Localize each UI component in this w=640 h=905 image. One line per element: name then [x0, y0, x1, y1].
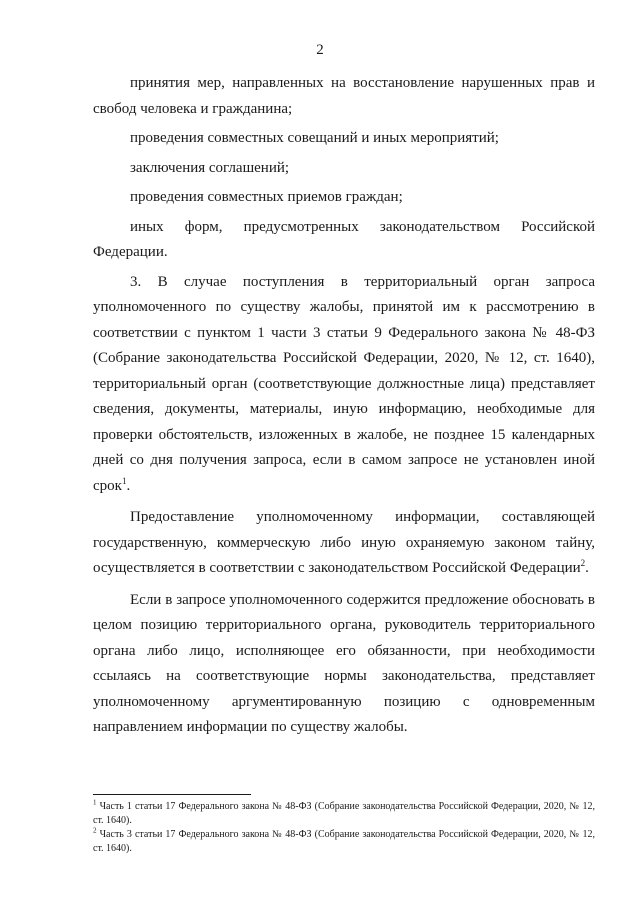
- paragraph-item-3-text: 3. В случае поступления в территориальный орган запроса уполномоченного по существу жалобы, принятой им к рассмотрению в соответствии с пунктом 1 части 3 статьи 9 Федерального закона № 48-ФЗ (Собрание законодательства Российской Федерации, 2020, № 12, ст. 1640), территориальный орган (соответствующие должностные лица) представляет сведения, документы, материалы, иную информацию, необходимые для проверки обстоятельств, изложенных в жалобе, не позднее 15 календарных дней со дня получения запроса, если в самом запросе не установлен иной срок: [93, 273, 595, 494]
- paragraph-restore-rights: принятия мер, направленных на восстановление нарушенных прав и свобод человека и гражданина;: [93, 75, 595, 117]
- paragraph-secret-info: Предоставление уполномоченному информации, составляющей государственную, коммерческую либо иную охраняемую законом тайну, осуществляется в соответствии с законодательством Российской Федерации$^2$.: [93, 509, 595, 576]
- paragraph-item-3: 3. В случае поступления в территориальный орган запроса уполномоченного по существу жалобы, принятой им к рассмотрению в соответствии с пунктом 1 части 3 статьи 9 Федерального закона № 48-ФЗ (Собрание законодательства Российской Федерации, 2020, № 12, ст. 1640), территориальный орган (соответствующие должностные лица) представляет сведения, документы, материалы, иную информацию, необходимые для проверки обстоятельств, изложенных в жалобе, не позднее 15 календарных дней со дня получения запроса, если в самом запросе не установлен иной срок$^1$.: [93, 273, 595, 494]
- footnote-2-text: Часть 3 статьи 17 Федерального закона № 48-ФЗ (Собрание законодательства Российской Федерации, 2020, № 12, ст. 1640).: [93, 829, 595, 854]
- paragraph-joint-receptions: проведения совместных приемов граждан;: [130, 189, 403, 205]
- footnote-1: [93, 800, 595, 827]
- footnote-separator: [93, 794, 251, 795]
- paragraph-other-forms: иных форм, предусмотренных законодательством Российской Федерации.: [93, 218, 595, 260]
- footnote-mark-2: 2: [93, 826, 97, 835]
- paragraph-secret-info-text: Предоставление уполномоченному информации, составляющей государственную, коммерческую либо иную охраняемую законом тайну, осуществляется в соответствии с законодательством Российской Федерации: [93, 509, 595, 576]
- page-number: 2: [316, 42, 324, 58]
- footnotes: [93, 800, 595, 856]
- paragraph-justify-position: Если в запросе уполномоченного содержится предложение обосновать в целом позицию территориального органа, руководитель территориального органа либо лицо, исполняющее его обязанности, при необходимости ссылаясь на соответствующие нормы законодательства, представляет уполномоченному аргументированную позицию с одновременным направлением информации по существу жалобы.: [93, 591, 595, 735]
- footnote-2: [93, 828, 595, 855]
- footnote-ref-1[interactable]: 1: [121, 475, 127, 486]
- footnote-1-text: Часть 1 статьи 17 Федерального закона № 48-ФЗ (Собрание законодательства Российской Федерации, 2020, № 12, ст. 1640).: [93, 801, 595, 826]
- paragraph-agreements: заключения соглашений;: [130, 159, 290, 176]
- document-body: [93, 71, 595, 741]
- paragraph-joint-meetings: проведения совместных совещаний и иных мероприятий;: [130, 130, 499, 146]
- footnote-ref-2[interactable]: 2: [580, 558, 586, 568]
- footnote-mark-1: 1: [93, 798, 97, 807]
